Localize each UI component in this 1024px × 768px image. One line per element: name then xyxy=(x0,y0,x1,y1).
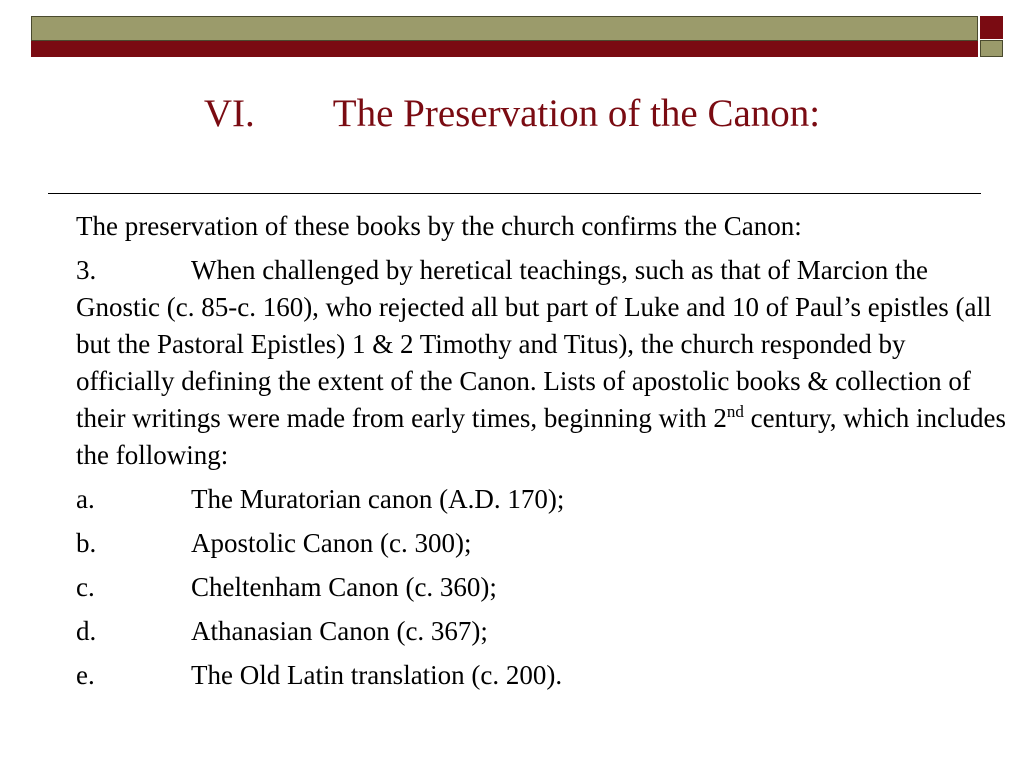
corner-olive-square xyxy=(980,40,1003,57)
list-item xyxy=(76,657,1006,694)
list-item-text: Athanasian Canon (c. 367); xyxy=(191,616,488,646)
list-item xyxy=(76,481,1006,518)
ordinal-superscript: nd xyxy=(726,402,744,421)
list-item-label: e. xyxy=(76,660,95,690)
list-item-label: a. xyxy=(76,484,95,514)
point-number: 3. xyxy=(76,255,97,285)
list-item-text: The Old Latin translation (c. 200). xyxy=(191,660,563,690)
header-decoration-bar xyxy=(31,16,978,57)
list-item-text: Cheltenham Canon (c. 360); xyxy=(191,572,497,602)
list-item-label: c. xyxy=(76,572,95,602)
slide-title: VI. The Preservation of the Canon: xyxy=(203,92,821,135)
list-item-text: The Muratorian canon (A.D. 170); xyxy=(191,484,565,514)
list-item-text: Apostolic Canon (c. 300); xyxy=(191,528,472,558)
intro-paragraph: The preservation of these books by the church confirms the Canon: xyxy=(76,211,802,241)
point-text-continued: century, which includes the following: xyxy=(76,403,1007,470)
slide-body xyxy=(76,208,1006,701)
list-item-label: d. xyxy=(76,616,97,646)
list-item xyxy=(76,613,1006,650)
header-maroon-band xyxy=(31,41,978,57)
point-text: When challenged by heretical teachings, such as that of Marcion the Gnostic (c. 85-c. 160), who rejected all but part of Luke and 10 of Paul’s epistles (all but the Pastoral Epistles) 1 & 2 Timothy and Titus), the church responded by officially defining the extent of the Canon. Lists of apostolic books & collection of their writings were made from early times, beginning with 2 xyxy=(76,255,992,433)
point-paragraph xyxy=(76,252,1006,474)
corner-maroon-square xyxy=(980,16,1003,39)
list-item xyxy=(76,569,1006,606)
list-item xyxy=(76,525,1006,562)
header-olive-band xyxy=(31,16,978,41)
title-divider xyxy=(48,193,981,194)
list-item-label: b. xyxy=(76,528,97,558)
